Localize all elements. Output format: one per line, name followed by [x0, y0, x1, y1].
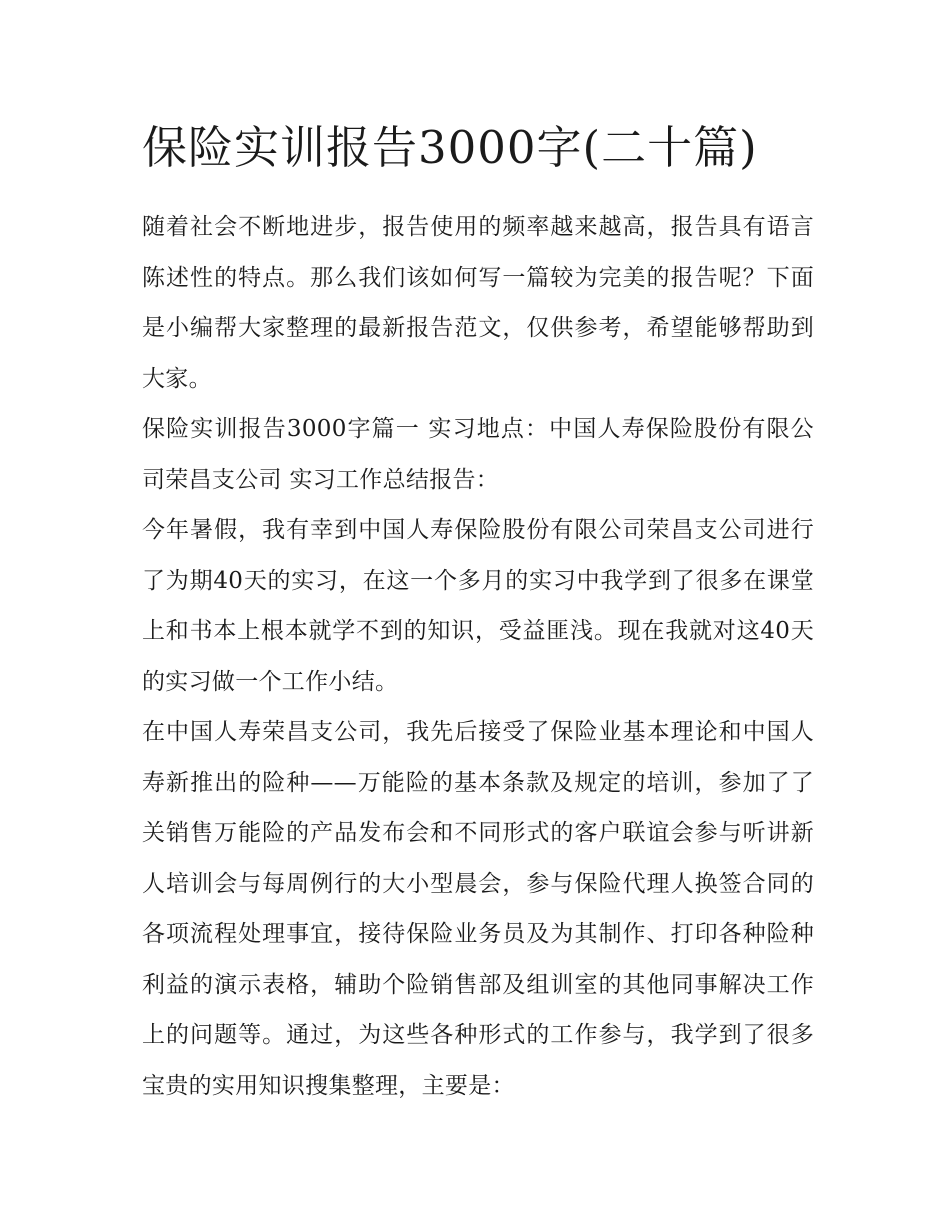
document-title: 保险实训报告3000字(二十篇): [142, 121, 758, 174]
document-page: [142, 112, 814, 1111]
paragraph-internship-details: 在中国人寿荣昌支公司，我先后接受了保险业基本理论和中国人寿新推出的险种——万能险的基本条款及规定的培训，参加了了关销售万能险的产品发布会和不同形式的客户联谊会参与听讲新人培训会与每周例行的大小型晨会，参与保险代理人换签合同的各项流程处理事宜，接待保险业务员及为其制作、打印各种险种利益的演示表格，辅助个险销售部及组训室的其他同事解决工作上的问题等。通过，为这些各种形式的工作参与，我学到了很多宝贵的实用知识搜集整理，主要是：: [142, 719, 814, 1099]
paragraph-intro: 随着社会不断地进步，报告使用的频率越来越高，报告具有语言陈述性的特点。那么我们该如何写一篇较为完美的报告呢？下面是小编帮大家整理的最新报告范文，仅供参考，希望能够帮助到大家。: [142, 214, 814, 392]
paragraph-internship-summary: 今年暑假，我有幸到中国人寿保险股份有限公司荣昌支公司进行了为期40天的实习，在这一个多月的实习中我学到了很多在课堂上和书本上根本就学不到的知识，受益匪浅。现在我就对这40天的实习做一个工作小结。: [142, 517, 814, 695]
paragraph-section-heading: 保险实训报告3000字篇一 实习地点：中国人寿保险股份有限公司荣昌支公司 实习工作总结报告：: [142, 416, 814, 493]
